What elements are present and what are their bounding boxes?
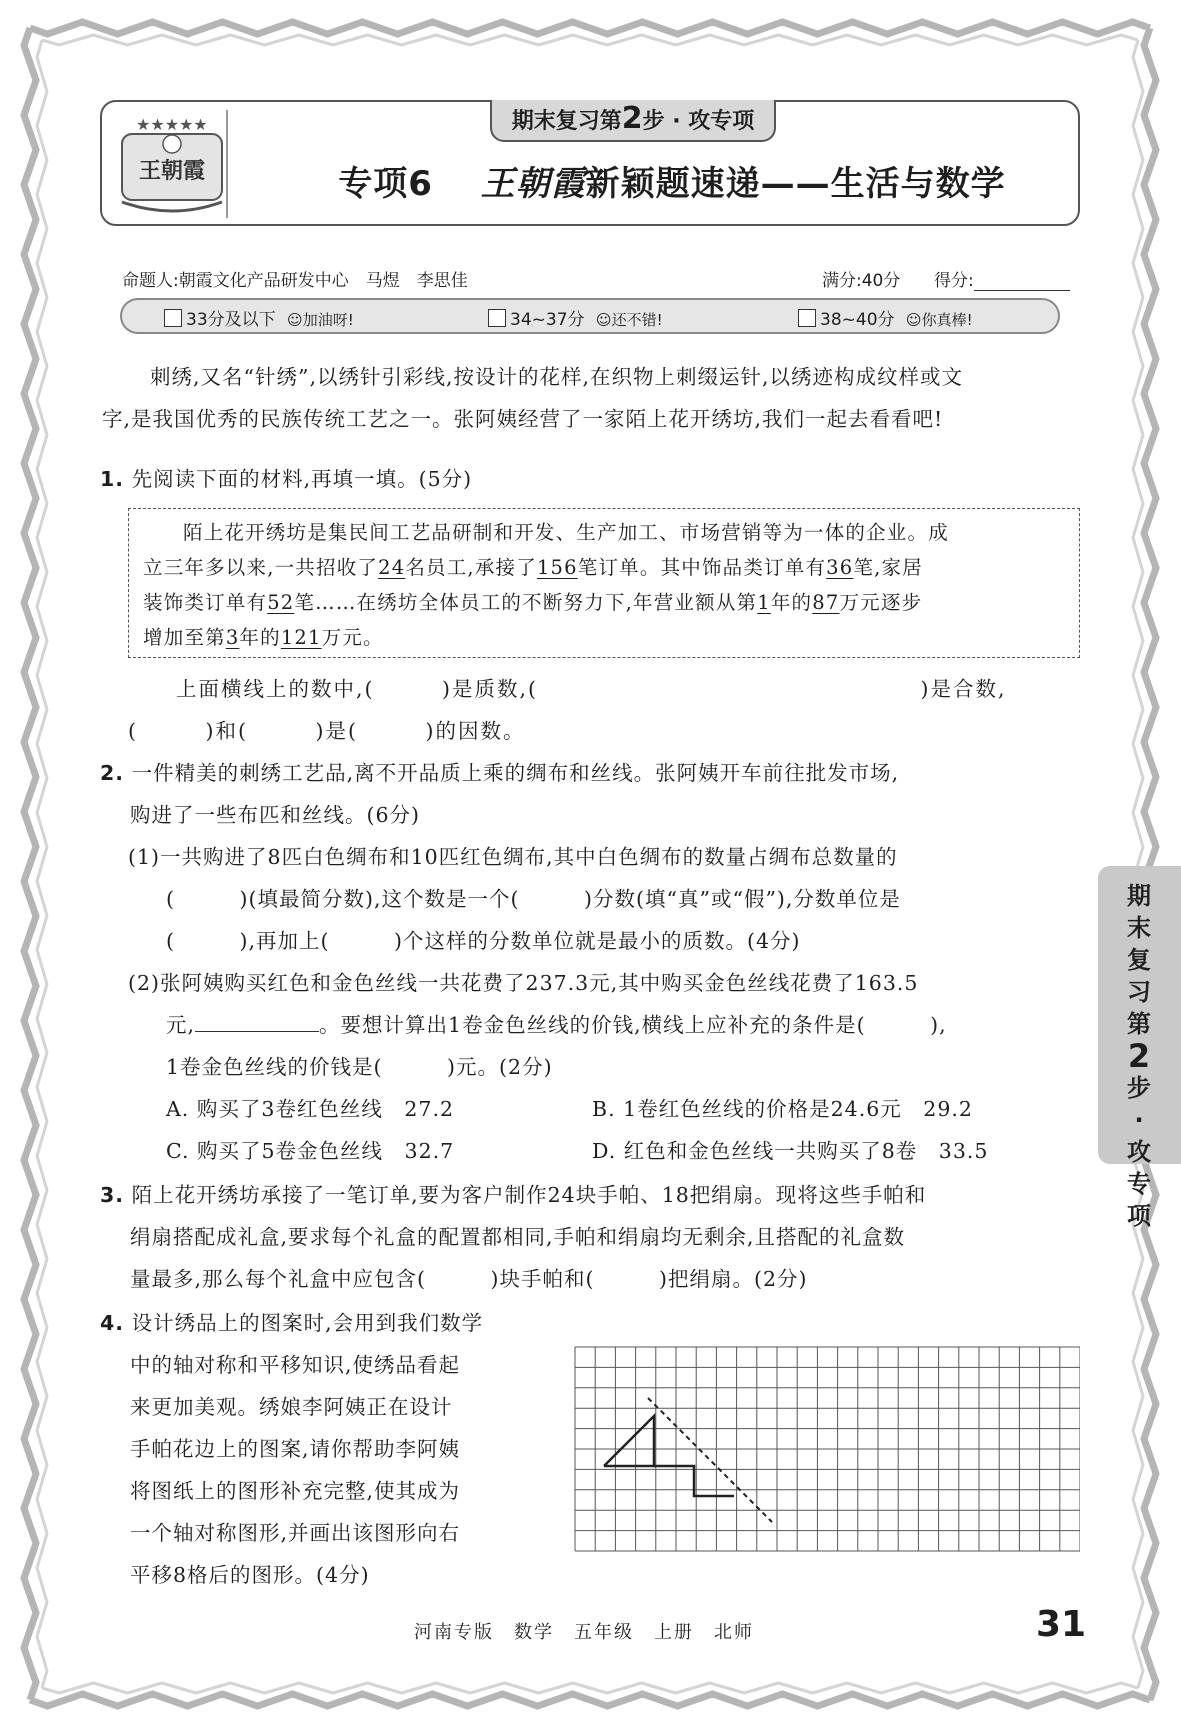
intro-line-1: 刺绣,又名“针绣”,以绣针引彩线,按设计的花样,在织物上刺缀运针,以绣迹构成纹样或文: [150, 365, 964, 389]
symmetry-axis: [648, 1398, 772, 1522]
q4-text: 设计绣品上的图案时,会用到我们数学: [131, 1311, 484, 1335]
material-line-2: [143, 550, 1067, 585]
smile-icon: ☺: [595, 311, 612, 329]
side-tab: [1098, 866, 1181, 1230]
q1-fill-line-1[interactable]: 上面横线上的数中,( )是质数,( )是合数,: [176, 677, 1007, 701]
ribbon-prefix: 期末复习第: [511, 109, 622, 134]
option-c[interactable]: C. 购买了5卷金色丝线 32.7: [166, 1139, 455, 1163]
q1-text: 先阅读下面的材料,再填一填。(5分): [131, 467, 473, 491]
q4-line-3: 来更加美观。绣娘李阿姨正在设计: [130, 1395, 453, 1419]
side-tab-suffix: 步 · 攻 专 项: [1127, 1074, 1151, 1230]
q2-stem-2: 购进了一些布匹和丝线。(6分): [130, 803, 421, 827]
given-shape-tail: [654, 1466, 734, 1496]
q2-part2-line-3[interactable]: 1卷金色丝线的价钱是( )元。(2分): [166, 1055, 553, 1079]
score-label: 得分:: [934, 271, 974, 291]
title-main: 新颖题速递——生活与数学: [585, 164, 1006, 204]
q1-stem: [100, 458, 472, 500]
q4-number: 4.: [100, 1311, 125, 1335]
symmetry-grid[interactable]: [574, 1346, 1080, 1556]
authors: 命题人:朝霞文化产品研发中心 马煜 李思佳: [122, 271, 468, 291]
rating-mid: [488, 305, 663, 330]
rating-comment: 你真棒!: [921, 311, 973, 329]
text: 笔,家居: [853, 556, 923, 579]
q3-number: 3.: [100, 1183, 125, 1207]
svg-text:★★★★★: ★★★★★: [136, 115, 208, 134]
text: 年的: [770, 591, 813, 614]
number-52: 52: [267, 591, 295, 614]
q4-line-4: 手帕花边上的图案,请你帮助李阿姨: [130, 1437, 461, 1461]
option-b[interactable]: B. 1卷红色丝线的价格是24.6元 29.2: [592, 1097, 973, 1121]
q2-part1-line-3[interactable]: ( ),再加上( )个这样的分数单位就是最小的质数。(4分): [166, 929, 801, 953]
text: 装饰类订单有: [143, 591, 268, 614]
rating-range: 38~40分: [820, 310, 895, 330]
text: 笔订单。其中饰品类订单有: [577, 556, 827, 579]
q4-line-1: [100, 1302, 483, 1344]
q2-part2-line-1: (2)张阿姨购买红色和金色丝线一共花费了237.3元,其中购买金色丝线花费了163.5: [128, 971, 919, 995]
score-field[interactable]: [934, 266, 1070, 291]
option-a[interactable]: A. 购买了3卷红色丝线 27.2: [166, 1097, 455, 1121]
text[interactable]: 。要想计算出1卷金色丝线的价钱,横线上应补充的条件是( ),: [319, 1013, 947, 1037]
logo-text: 王朝霞: [138, 158, 205, 184]
checkbox[interactable]: [488, 309, 506, 327]
material-line-1: 陌上花开绣坊是集民间工艺品研制和开发、生产加工、市场营销等为一体的企业。成: [183, 521, 949, 544]
brand-logo: [118, 110, 228, 218]
q2-text: 一件精美的刺绣工艺品,离不开品质上乘的绸布和丝线。张阿姨开车前往批发市场,: [131, 761, 900, 785]
number-36: 36: [826, 556, 854, 579]
condition-blank[interactable]: [195, 1009, 319, 1032]
checkbox[interactable]: [798, 309, 816, 327]
number-1: 1: [757, 591, 771, 614]
material-line-3: [143, 585, 1067, 620]
footer-edition: 河南专版 数学 五年级 上册 北师: [414, 1622, 754, 1643]
rating-comment: 还不错!: [611, 311, 663, 329]
option-d[interactable]: D. 红色和金色丝线一共购买了8卷 33.5: [592, 1139, 989, 1163]
number-121: 121: [280, 626, 322, 649]
text: 立三年多以来,一共招收了: [143, 556, 379, 579]
q2-part2-line-2: [166, 1004, 947, 1046]
q2-stem-1: [100, 752, 899, 794]
rating-low: [164, 305, 354, 330]
score-blank[interactable]: [974, 272, 1070, 291]
q3-line-1: [100, 1174, 926, 1216]
q1-material-box: [128, 508, 1080, 658]
q2-part1-line-2[interactable]: ( )(填最简分数),这个数是一个( )分数(填“真”或“假”),分数单位是: [166, 887, 901, 911]
smile-icon: ☺: [287, 311, 303, 329]
q3-line-2: 绢扇搭配成礼盒,要求每个礼盒的配置都相同,手帕和绢扇均无剩余,且搭配的礼盒数: [130, 1225, 906, 1249]
rating-range: 34~37分: [510, 310, 585, 330]
side-tab-text: [1114, 880, 1164, 1232]
smile-icon: ☺: [905, 311, 922, 329]
q3-text: 陌上花开绣坊承接了一笔订单,要为客户制作24块手帕、18把绢扇。现将这些手帕和: [131, 1183, 927, 1207]
text: 元,: [166, 1013, 196, 1037]
ribbon-step: 2: [621, 101, 643, 136]
ribbon-suffix: 步 · 攻专项: [642, 109, 755, 134]
text: 万元逐步: [839, 591, 923, 614]
rating-comment: 加油呀!: [302, 311, 354, 329]
full-score: 满分:40分: [822, 271, 901, 291]
page-title: [282, 156, 1062, 205]
page-number: 31: [1036, 1604, 1087, 1645]
text: 年的: [239, 626, 281, 649]
side-tab-prefix: 期 末 复 习 第: [1127, 882, 1151, 1038]
number-156: 156: [536, 556, 578, 579]
text: 增加至第: [143, 626, 226, 649]
checkbox[interactable]: [164, 309, 182, 327]
number-24: 24: [378, 556, 406, 579]
q2-number: 2.: [100, 761, 125, 785]
given-shape: [604, 1416, 654, 1466]
q4-line-5: 将图纸上的图形补充完整,使其成为: [130, 1479, 461, 1503]
q1-fill-line-2[interactable]: ( )和( )是( )的因数。: [128, 719, 526, 743]
number-3: 3: [225, 626, 240, 649]
q4-line-6: 一个轴对称图形,并画出该图形向右: [130, 1521, 461, 1545]
header-box: [100, 100, 1080, 226]
text: 名员工,承接了: [405, 556, 537, 579]
q4-line-2: 中的轴对称和平移知识,使绣品看起: [130, 1353, 461, 1377]
q2-part1-line-1: (1)一共购进了8匹白色绸布和10匹红色绸布,其中白色绸布的数量占绸布总数量的: [128, 845, 898, 869]
q1-number: 1.: [100, 467, 125, 491]
rating-range: 33分及以下: [186, 310, 276, 330]
step-ribbon: [490, 100, 776, 142]
text: 笔……在绣坊全体员工的不断努力下,年营业额从第: [294, 591, 758, 614]
material-line-4: [143, 620, 1067, 655]
rating-high: [798, 305, 973, 330]
score-rating-bar: [120, 298, 1060, 334]
side-tab-step: 2: [1127, 1037, 1151, 1075]
q3-line-3[interactable]: 量最多,那么每个礼盒中应包含( )块手帕和( )把绢扇。(2分): [130, 1267, 808, 1291]
number-87: 87: [812, 591, 840, 614]
text: 万元。: [321, 626, 384, 649]
intro-line-2: 字,是我国优秀的民族传统工艺之一。张阿姨经营了一家陌上花开绣坊,我们一起去看看吧!: [102, 407, 944, 431]
title-prefix: 专项6: [338, 164, 433, 204]
title-brand: 王朝霞: [480, 164, 586, 204]
q4-line-7: 平移8格后的图形。(4分): [130, 1563, 370, 1587]
